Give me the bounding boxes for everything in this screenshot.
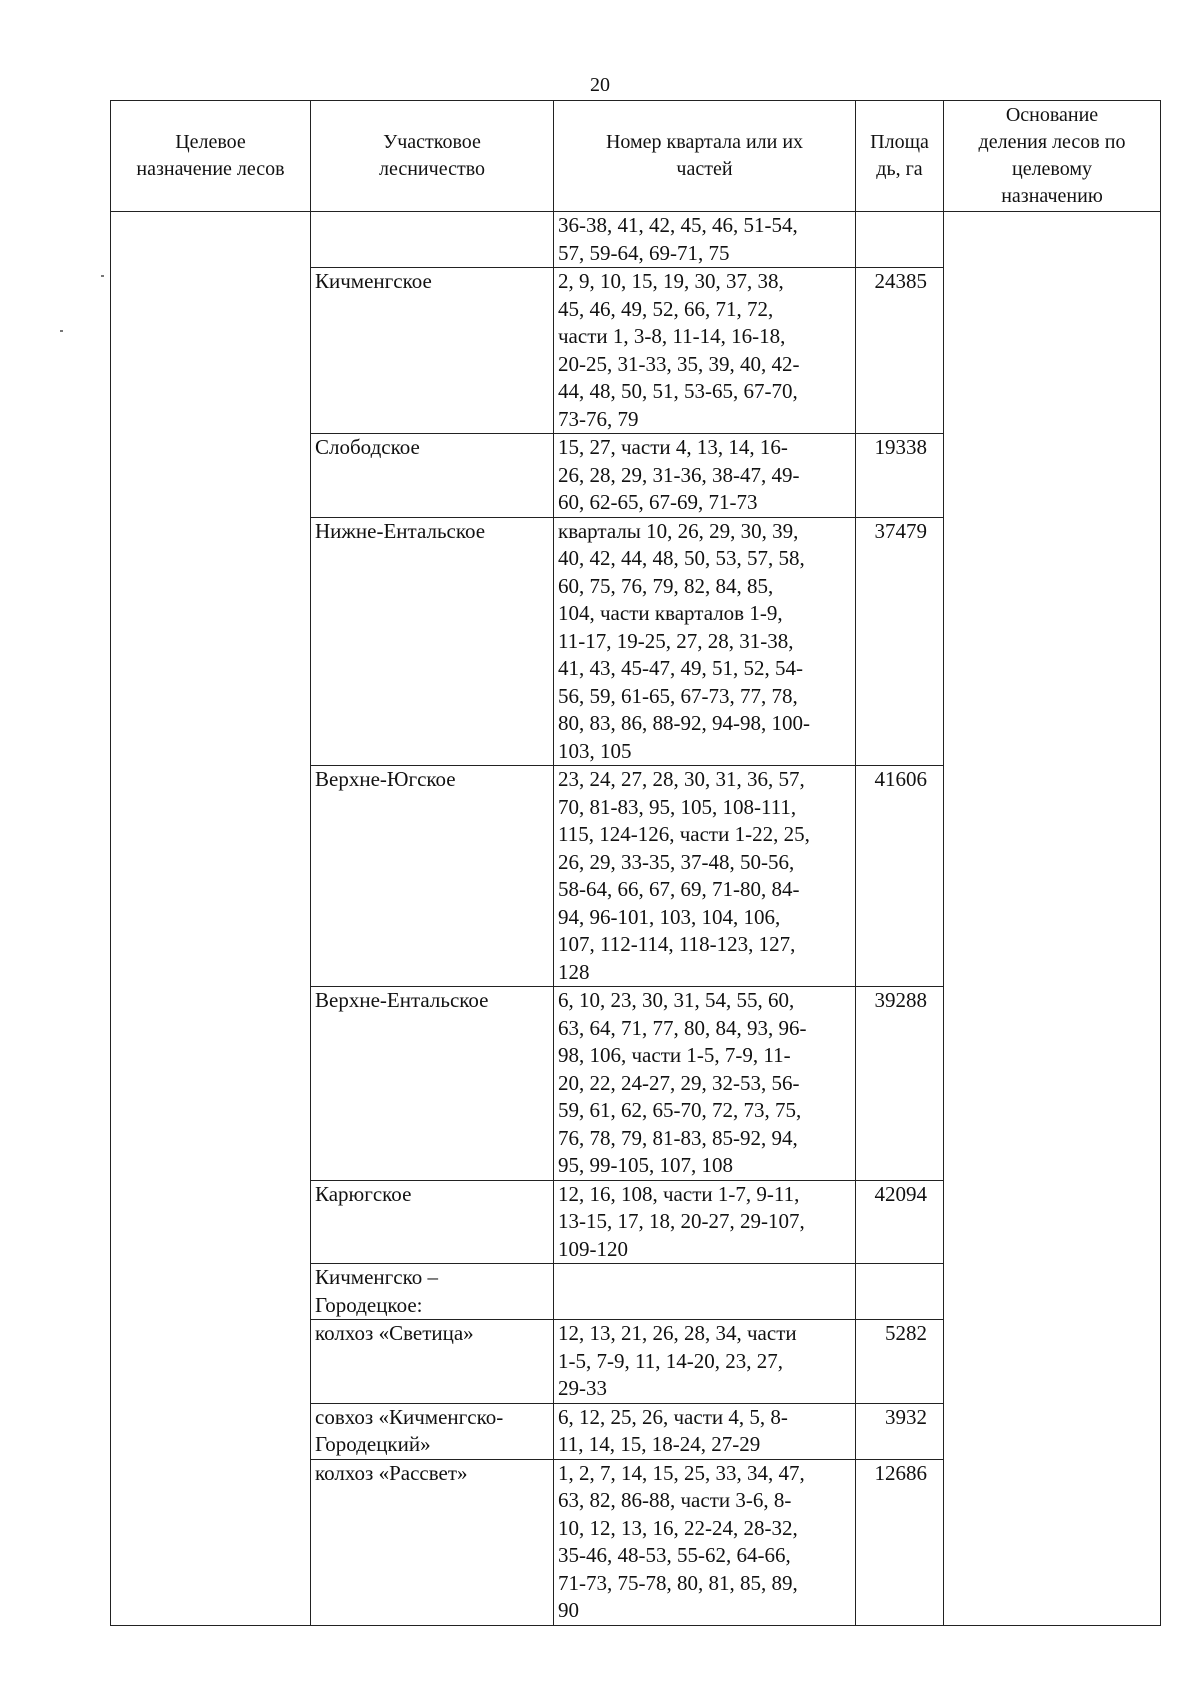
area-cell: 39288 (856, 987, 944, 1181)
quarters-cell: 6, 12, 25, 26, части 4, 5, 8- 11, 14, 15, 18-24, 27-29 (554, 1403, 856, 1459)
area-cell: 42094 (856, 1180, 944, 1264)
area-cell (856, 212, 944, 268)
district-cell: Верхне-Югское (311, 766, 554, 987)
page-number: 20 (590, 74, 610, 96)
quarters-cell: 2, 9, 10, 15, 19, 30, 37, 38, 45, 46, 49, 52, 66, 71, 72, части 1, 3-8, 11-14, 16-18, 20-25, 31-33, 35, 39, 40, 42- 44, 48, 50, 51, 53-65, 67-70, 73-76, 79 (554, 268, 856, 434)
district-cell: Слободское (311, 434, 554, 518)
quarters-cell (554, 1264, 856, 1320)
header-area: Площа дь, га (856, 101, 944, 212)
quarters-cell: 12, 13, 21, 26, 28, 34, части 1-5, 7-9, 11, 14-20, 23, 27, 29-33 (554, 1320, 856, 1404)
quarters-cell: 36-38, 41, 42, 45, 46, 51-54, 57, 59-64, 69-71, 75 (554, 212, 856, 268)
header-purpose: Целевое назначение лесов (111, 101, 311, 212)
forest-purpose-table (110, 100, 1161, 1626)
district-cell: колхоз «Светица» (311, 1320, 554, 1404)
basis-cell (944, 212, 1161, 1626)
table-body (111, 212, 1161, 1626)
scan-mark (60, 330, 63, 332)
header-quarters: Номер квартала или их частей (554, 101, 856, 212)
area-cell: 24385 (856, 268, 944, 434)
table-header-row (111, 101, 1161, 212)
quarters-cell: 23, 24, 27, 28, 30, 31, 36, 57, 70, 81-83, 95, 105, 108-111, 115, 124-126, части 1-22, 25, 26, 29, 33-35, 37-48, 50-56, 58-64, 66, 67, 69, 71-80, 84- 94, 96-101, 103, 104, 106, 107, 112-114, 118-123, 127, 128 (554, 766, 856, 987)
district-cell: Верхне-Ентальское (311, 987, 554, 1181)
quarters-cell: 15, 27, части 4, 13, 14, 16- 26, 28, 29, 31-36, 38-47, 49- 60, 62-65, 67-69, 71-73 (554, 434, 856, 518)
purpose-cell (111, 212, 311, 1626)
district-cell: Нижне-Ентальское (311, 517, 554, 766)
district-cell (311, 212, 554, 268)
quarters-cell: 6, 10, 23, 30, 31, 54, 55, 60, 63, 64, 71, 77, 80, 84, 93, 96- 98, 106, части 1-5, 7-9, 11- 20, 22, 24-27, 29, 32-53, 56- 59, 61, 62, 65-70, 72, 73, 75, 76, 78, 79, 81-83, 85-92, 94, 95, 99-105, 107, 108 (554, 987, 856, 1181)
district-cell: Кичменгско – Городецкое: (311, 1264, 554, 1320)
scan-mark (101, 275, 104, 277)
area-cell: 12686 (856, 1459, 944, 1625)
area-cell: 37479 (856, 517, 944, 766)
header-district: Участковое лесничество (311, 101, 554, 212)
quarters-cell: кварталы 10, 26, 29, 30, 39, 40, 42, 44, 48, 50, 53, 57, 58, 60, 75, 76, 79, 82, 84, 85, 104, части кварталов 1-9, 11-17, 19-25, 27, 28, 31-38, 41, 43, 45-47, 49, 51, 52, 54- 56, 59, 61-65, 67-73, 77, 78, 80, 83, 86, 88-92, 94-98, 100- 103, 105 (554, 517, 856, 766)
district-cell: колхоз «Рассвет» (311, 1459, 554, 1625)
area-cell: 3932 (856, 1403, 944, 1459)
quarters-cell: 12, 16, 108, части 1-7, 9-11, 13-15, 17, 18, 20-27, 29-107, 109-120 (554, 1180, 856, 1264)
area-cell: 19338 (856, 434, 944, 518)
area-cell: 5282 (856, 1320, 944, 1404)
district-cell: Карюгское (311, 1180, 554, 1264)
quarters-cell: 1, 2, 7, 14, 15, 25, 33, 34, 47, 63, 82, 86-88, части 3-6, 8- 10, 12, 13, 16, 22-24, 28-32, 35-46, 48-53, 55-62, 64-66, 71-73, 75-78, 80, 81, 85, 89, 90 (554, 1459, 856, 1625)
table-row (111, 212, 1161, 268)
district-cell: Кичменгское (311, 268, 554, 434)
header-basis: Основание деления лесов по целевому назначению (944, 101, 1161, 212)
district-cell: совхоз «Кичменгско- Городецкий» (311, 1403, 554, 1459)
area-cell: 41606 (856, 766, 944, 987)
area-cell (856, 1264, 944, 1320)
